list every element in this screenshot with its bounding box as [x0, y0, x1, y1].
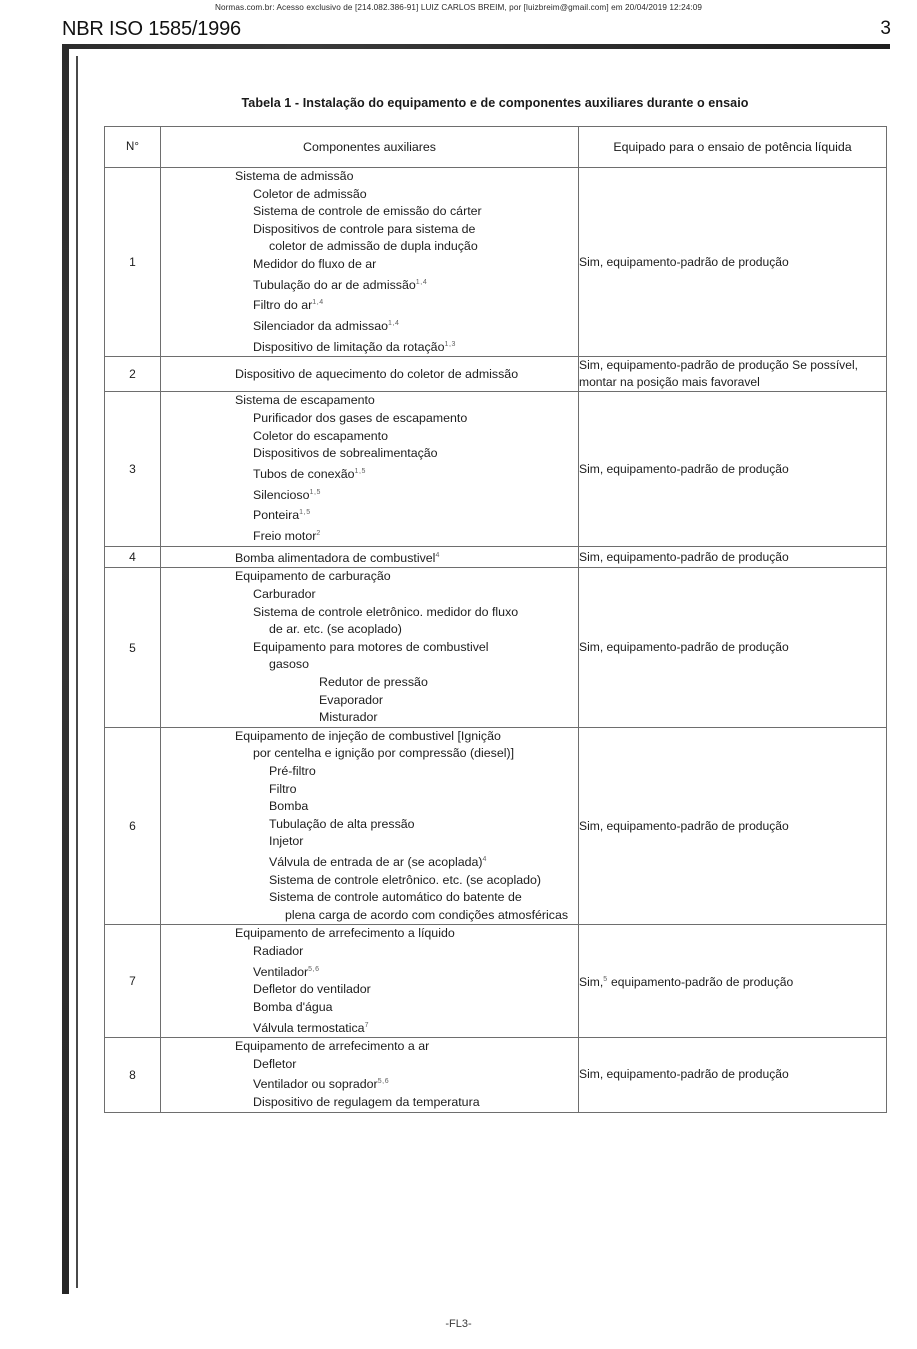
component-line-text: Ventilador ou soprador: [253, 1077, 378, 1092]
component-line: [161, 907, 578, 925]
component-line: [161, 692, 578, 710]
footnote-marker: 1,5: [354, 467, 367, 475]
component-line: [161, 728, 578, 746]
component-line-text: Sistema de controle eletrônico. etc. (se acoplado): [269, 872, 542, 887]
table-container: [104, 126, 886, 1113]
row-number-cell: 3: [105, 392, 161, 546]
component-line: [161, 763, 578, 781]
footnote-marker: 5: [603, 976, 608, 984]
component-line-text: Sistema de controle automático do batente de: [269, 890, 522, 905]
column-header-components: Componentes auxiliares: [161, 127, 579, 168]
component-line-text: Silencioso: [253, 487, 310, 502]
component-line-text: Dispositivos de controle para sistema de: [253, 221, 476, 236]
component-line: [161, 1073, 578, 1094]
component-line: [161, 816, 578, 834]
footnote-marker: 1,3: [444, 340, 456, 348]
table-caption: Tabela 1 - Instalação do equipamento e de componentes auxiliares durante o ensaio: [241, 96, 749, 110]
footnote-marker: 5,6: [377, 1078, 390, 1086]
component-line: [161, 336, 578, 357]
component-line-text: Tubulação do ar de admissão: [253, 277, 416, 292]
component-line: [161, 1094, 578, 1112]
row-number-cell: 2: [105, 357, 161, 392]
components-cell: [161, 392, 579, 546]
component-line: [161, 525, 578, 546]
component-line: [161, 1017, 578, 1038]
component-line: [161, 203, 578, 221]
table-body: [105, 168, 887, 1113]
equipped-cell: Sim, equipamento-padrão de produção: [579, 546, 887, 568]
document-title: NBR ISO 1585/1996: [62, 18, 241, 40]
footnote-marker: 1,5: [299, 509, 311, 517]
component-line: [161, 586, 578, 604]
component-line: [161, 410, 578, 428]
component-line: [161, 639, 578, 657]
footnote-marker: 7: [364, 1021, 370, 1029]
components-cell: [161, 357, 579, 392]
table-row: [105, 1038, 887, 1113]
component-line-text: Sistema de admissão: [235, 169, 354, 183]
component-line: [161, 656, 578, 674]
component-line: [161, 851, 578, 872]
component-line-text: Defletor do ventilador: [253, 982, 371, 997]
component-line: [161, 484, 578, 505]
component-line-text: gasoso: [269, 657, 309, 672]
footnote-marker: 1,4: [388, 320, 400, 327]
component-line: [161, 294, 578, 315]
component-line-text: Equipamento de arrefecimento a ar: [235, 1039, 430, 1054]
components-cell: [161, 568, 579, 727]
component-line: [161, 1038, 578, 1056]
component-line-text: coletor de admissão de dupla indução: [269, 239, 478, 254]
table-row: [105, 546, 887, 568]
component-line: [161, 463, 578, 484]
component-line: [161, 186, 578, 204]
row-number-cell: 7: [105, 925, 161, 1038]
component-line: [161, 889, 578, 907]
component-line: [161, 925, 578, 943]
component-line: [161, 709, 578, 727]
component-line-text: Válvula de entrada de ar (se acoplada): [269, 855, 483, 870]
components-cell: [161, 925, 579, 1038]
component-line-text: Sistema de escapamento: [235, 393, 375, 408]
component-line-text: Evaporador: [319, 692, 384, 707]
equipped-cell: [579, 925, 887, 1038]
component-line-text: plena carga de acordo com condições atmosféricas: [285, 907, 569, 922]
component-line: [161, 961, 578, 982]
footnote-marker: 5,6: [308, 965, 320, 973]
components-table: [104, 126, 887, 1113]
component-line: [161, 221, 578, 239]
equipped-cell: Sim, equipamento-padrão de produção: [579, 392, 887, 546]
component-line-text: Coletor do escapamento: [253, 428, 389, 443]
component-line: [161, 981, 578, 999]
page-header: [0, 18, 917, 44]
row-number-cell: 6: [105, 727, 161, 925]
component-line-text: Filtro do ar: [253, 298, 313, 313]
component-line: [161, 392, 578, 410]
component-line: [161, 428, 578, 446]
component-line-text: Bomba: [269, 799, 309, 814]
component-line: [161, 547, 578, 568]
component-line: [161, 366, 578, 384]
row-number-cell: 1: [105, 168, 161, 357]
component-line: [161, 745, 578, 763]
component-line-text: Medidor do fluxo de ar: [253, 256, 377, 271]
component-line: [161, 238, 578, 256]
component-line-text: Equipamento para motores de combustivel: [253, 639, 489, 654]
page-number: 3: [880, 18, 891, 39]
component-line: [161, 621, 578, 639]
component-line-text: por centelha e ignição por compressão (diesel)]: [253, 746, 515, 761]
component-line-text: Tubos de conexão: [253, 466, 355, 481]
component-line-text: Injetor: [269, 834, 304, 849]
component-line-text: Freio motor: [253, 529, 317, 544]
component-line-text: Dispositivo de aquecimento do coletor de admissão: [235, 366, 519, 381]
table-row: [105, 727, 887, 925]
table-row: [105, 357, 887, 392]
footnote-marker: 4: [435, 551, 440, 559]
component-line: [161, 504, 578, 525]
component-line: [161, 604, 578, 622]
component-line-text: Equipamento de carburação: [235, 569, 391, 584]
component-line: [161, 568, 578, 586]
components-cell: [161, 1038, 579, 1113]
component-line-text: Sistema de controle de emissão do cárter: [253, 204, 482, 219]
component-line-text: Silenciador da admissao: [253, 319, 388, 334]
component-line-text: Carburador: [253, 587, 316, 601]
component-line-text: Sistema de controle eletrônico. medidor do fluxo: [253, 604, 519, 619]
table-head: [105, 127, 887, 168]
header-rule: [62, 44, 890, 49]
component-line: [161, 833, 578, 851]
scan-left-edge-inner: [76, 56, 78, 1288]
equipped-cell: Sim, equipamento-padrão de produção: [579, 568, 887, 727]
equipped-cell: Sim, equipamento-padrão de produção: [579, 168, 887, 357]
component-line-text: Pré-filtro: [269, 763, 316, 778]
table-row: [105, 168, 887, 357]
component-line: [161, 1056, 578, 1074]
component-line: [161, 999, 578, 1017]
column-header-equipped: Equipado para o ensaio de potência líquida: [579, 127, 887, 168]
component-line-text: Misturador: [319, 710, 378, 725]
column-header-number: N°: [105, 127, 161, 168]
component-line-text: Equipamento de injeção de combustivel [Ignição: [235, 728, 501, 743]
equipped-suffix: equipamento-padrão de produção: [607, 975, 794, 990]
component-line-text: Dispositivos de sobrealimentação: [253, 446, 438, 461]
component-line-text: Redutor de pressão: [319, 674, 428, 689]
component-line-text: Bomba d'água: [253, 999, 333, 1014]
components-cell: [161, 546, 579, 568]
component-line: [161, 445, 578, 463]
component-line-text: Ponteira: [253, 508, 300, 523]
component-line-text: Filtro: [269, 781, 297, 796]
component-line-text: Válvula termostatica: [253, 1020, 365, 1035]
component-line-text: Equipamento de arrefecimento a líquido: [235, 926, 455, 941]
component-line-text: Purificador dos gases de escapamento: [253, 411, 468, 426]
equipped-cell: Sim, equipamento-padrão de produção: [579, 727, 887, 925]
page-footer-mark: -FL3-: [445, 1318, 472, 1330]
footnote-marker: 4: [482, 855, 488, 863]
component-line: [161, 872, 578, 890]
component-line-text: Dispositivo de regulagem da temperatura: [253, 1095, 480, 1110]
scan-access-notice: Normas.com.br: Acesso exclusivo de [214.082.386-91] LUIZ CARLOS BREIM, por [luizbreim@gmail.com] em 20/04/2019 12:24:09: [214, 3, 703, 12]
component-line: [161, 943, 578, 961]
footnote-marker: 1,5: [309, 488, 322, 496]
component-line-text: Bomba alimentadora de combustivel: [235, 550, 436, 565]
component-line-text: de ar. etc. (se acoplado): [269, 622, 402, 637]
components-cell: [161, 727, 579, 925]
component-line: [161, 256, 578, 274]
footnote-marker: 1,4: [312, 299, 324, 307]
table-row: [105, 568, 887, 727]
component-line-text: Tubulação de alta pressão: [269, 816, 415, 831]
row-number-cell: 5: [105, 568, 161, 727]
component-line-text: Defletor: [253, 1056, 297, 1071]
table-row: [105, 925, 887, 1038]
components-cell: [161, 168, 579, 357]
footnote-marker: 2: [316, 529, 321, 537]
scan-left-edge: [62, 44, 69, 1294]
component-line: [161, 674, 578, 692]
table-header-row: [105, 127, 887, 168]
equipped-cell: Sim, equipamento-padrão de produção Se possível, montar na posição mais favoravel: [579, 357, 887, 392]
component-line: [161, 781, 578, 799]
component-line-text: Ventilador: [253, 964, 309, 979]
equipped-prefix: Sim,: [579, 975, 604, 990]
component-line: [161, 315, 578, 336]
component-line: [161, 274, 578, 295]
footnote-marker: 1,4: [415, 278, 428, 286]
component-line-text: Coletor de admissão: [253, 186, 367, 201]
table-row: [105, 392, 887, 546]
component-line-text: Dispositivo de limitação da rotação: [253, 339, 445, 354]
row-number-cell: 4: [105, 546, 161, 568]
component-line: [161, 798, 578, 816]
component-line-text: Radiador: [253, 944, 304, 958]
equipped-cell: Sim, equipamento-padrão de produção: [579, 1038, 887, 1113]
component-line: [161, 168, 578, 186]
row-number-cell: 8: [105, 1038, 161, 1113]
